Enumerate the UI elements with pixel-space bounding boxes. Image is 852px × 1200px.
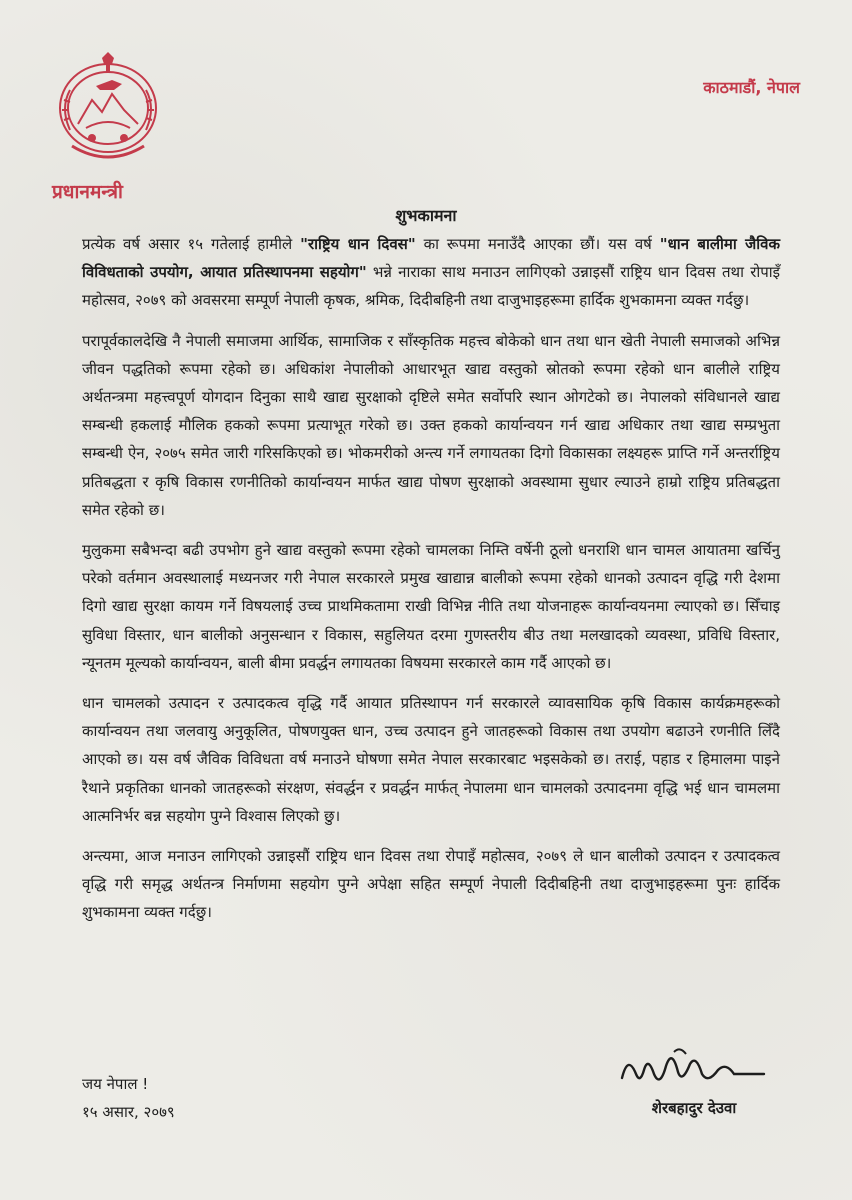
campaign-slogan: "धान बालीमा जैविक विविधताको उपयोग, आयात प्रतिस्थापनमा सहयोग" xyxy=(82,235,780,282)
paragraph: अन्त्यमा, आज मनाउन लागिएको उन्नाइसौं राष्ट्रिय धान दिवस तथा रोपाइँ महोत्सव, २०७९ ले धान बालीको उत्पादन र उत्पादकत्व वृद्धि गरी समृद्ध अर्थतन्त्र निर्माणमा सहयोग पुग्ने अपेक्षा सहित सम्पूर्ण नेपाली दिदीबहिनी तथा दाजुभाइहरूमा पुनः हार्दिक शुभकामना व्यक्त गर्दछु। xyxy=(82,847,780,922)
nepal-coat-of-arms-icon xyxy=(52,50,164,166)
place-label: काठमाडौं, नेपाल xyxy=(703,78,800,97)
letter-title: शुभकामना xyxy=(395,206,457,225)
campaign-name: "राष्ट्रिय धान दिवस" xyxy=(300,235,416,253)
signature-block xyxy=(614,1044,774,1118)
paragraph: मुलुकमा सबैभन्दा बढी उपभोग हुने खाद्य वस्तुको रूपमा रहेको चामलका निम्ति वर्षेनी ठूलो धनराशि धान चामल आयातमा खर्चिनु परेको वर्तमान अवस्थालाई मध्यनजर गरी नेपाल सरकारले प्रमुख खाद्यान्न बालीको रूपमा रहेको धानको उत्पादन वृद्धि गरी देशमा दिगो खाद्य सुरक्षा कायम गर्ने विषयलाई उच्च प्राथमिकतामा राखी विभिन्न नीति तथा योजनाहरू कार्यान्वयनमा ल्याएको छ। सिँचाइ सुविधा विस्तार, धान बालीको अनुसन्धान र विकास, सहुलियत दरमा गुणस्तरीय बीउ तथा मलखादको व्यवस्था, प्रविधि विस्तार, न्यूनतम मूल्यको कार्यान्वयन, बाली बीमा प्रवर्द्धन लगायतका विषयमा सरकारले काम गर्दै आएको छ। xyxy=(82,541,780,672)
paragraph: धान चामलको उत्पादन र उत्पादकत्व वृद्धि गर्दै आयात प्रतिस्थापन गर्न सरकारले व्यावसायिक कृषि विकास कार्यक्रमहरूको कार्यान्वयन तथा जलवायु अनुकूलित, पोषणयुक्त धान, उच्च उत्पादन हुने जातहरूको विकास तथा उपयोग बढाउने रणनीति लिँदै आएको छ। यस वर्ष जैविक विविधता वर्ष मनाउने घोषणा समेत नेपाल सरकारबाट भइसकेको छ। तराई, पहाड र हिमालमा पाइने रैथाने प्रकृतिका धानको जातहरूको संरक्षण, संवर्द्धन र प्रवर्द्धन मार्फत् नेपालमा धान चामलको उत्पादनमा वृद्धि भई धान चामलमा आत्मनिर्भर बन्न सहयोग पुग्ने विश्वास लिएको छु। xyxy=(82,694,780,825)
handwritten-signature-icon xyxy=(614,1044,774,1096)
office-title: प्रधानमन्त्री xyxy=(52,181,123,203)
closing-block xyxy=(82,1070,175,1126)
salutation: जय नेपाल ! xyxy=(82,1075,149,1093)
paragraph: परापूर्वकालदेखि नै नेपाली समाजमा आर्थिक, सामाजिक र साँस्कृतिक महत्त्व बोकेको धान तथा धान खेती नेपाली समाजको अभिन्न जीवन पद्धतिको रूपमा रहेको छ। अधिकांश नेपालीको आधारभूत खाद्य वस्तुको स्रोतको रूपमा रहेको धान बालीले राष्ट्रिय अर्थतन्त्रमा महत्त्वपूर्ण योगदान दिनुका साथै खाद्य सुरक्षाको दृष्टिले समेत सर्वोपरि स्थान ओगटेको छ। नेपालको संविधानले खाद्य सम्बन्धी हकलाई मौलिक हकको रूपमा प्रत्याभूत गरेको छ। उक्त हकको कार्यान्वयन गर्न खाद्य अधिकार तथा खाद्य सम्प्रभुता सम्बन्धी ऐन, २०७५ समेत जारी गरिसकिएको छ। भोकमरीको अन्त्य गर्ने लगायतका दिगो विकासका लक्ष्यहरू प्राप्ति गर्ने अन्तर्राष्ट्रिय प्रतिबद्धता र कृषि विकास रणनीतिको कार्यान्वयन मार्फत खाद्य पोषण सुरक्षाको अवस्थामा सुधार ल्याउने हाम्रो राष्ट्रिय प्रतिबद्धता समेत रहेको छ। xyxy=(82,331,780,519)
paragraph: प्रत्येक वर्ष असार १५ गतेलाई हामीले "राष्ट्रिय धान दिवस" का रूपमा मनाउँदै आएका छौं। यस वर्ष "धान बालीमा जैविक विविधताको उपयोग, आयात प्रतिस्थापनमा सहयोग" भन्ने नाराका साथ मनाउन लागिएको उन्नाइसौं राष्ट्रिय धान दिवस तथा रोपाइँ महोत्सव, २०७९ को अवसरमा सम्पूर्ण नेपाली कृषक, श्रमिक, दिदीबहिनी तथा दाजुभाइहरूमा हार्दिक शुभकामना व्यक्त गर्दछु। xyxy=(82,235,780,310)
letter-date: १५ असार, २०७९ xyxy=(82,1103,175,1121)
letter-body xyxy=(82,230,780,939)
signatory-name: शेरबहादुर देउवा xyxy=(651,1099,737,1117)
